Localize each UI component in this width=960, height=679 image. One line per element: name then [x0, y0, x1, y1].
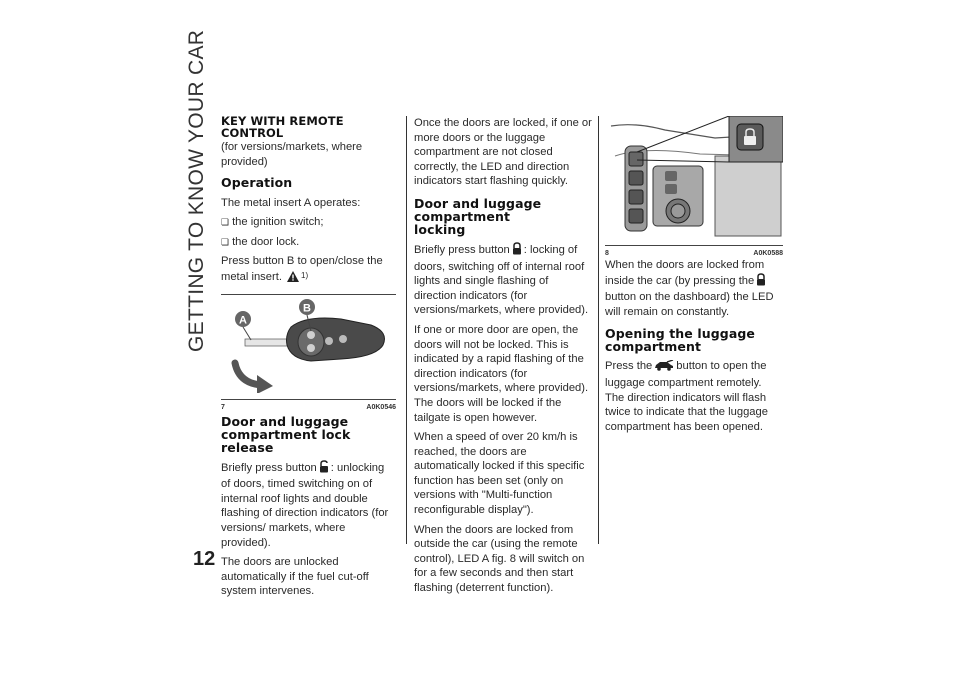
figure-8 [605, 116, 783, 257]
dashboard-illustration [605, 116, 783, 238]
section-heading-locking: Door and luggage compartment locking [414, 195, 542, 237]
paragraph: The metal insert A operates: [221, 196, 361, 209]
paragraph-text: When the doors are locked from inside the car (by pressing the [605, 259, 765, 287]
paragraph [221, 460, 396, 551]
paragraph-text: Press the [605, 360, 653, 373]
paragraph-text: : locking of doors, switching off of internal roof lights and single flashing of direction indicators (for versions/markets, where provided). [414, 243, 589, 317]
warning-icon [287, 271, 299, 287]
column-2 [414, 116, 592, 601]
lock-icon [756, 273, 766, 291]
paragraph [221, 254, 396, 286]
figure-number: 7 [221, 404, 225, 412]
lock-icon [512, 242, 522, 260]
paragraph-text: button to open the luggage compartment remotely. The direction indicators will flash twice to indicate that the luggage compartment has been opened. [605, 360, 768, 433]
label-b: B [303, 302, 311, 315]
column-3 [605, 116, 783, 439]
paragraph [414, 242, 592, 318]
car-trunk-icon [654, 360, 674, 376]
side-section-title: GETTING TO KNOW YOUR CAR [185, 29, 208, 352]
section-heading-key: KEY WITH REMOTE CONTROL [221, 114, 344, 140]
paragraph: If one or more door are open, the doors will not be locked. This is indicated by a rapid flashing of the direction indicators (for versions/markets, where provided). The doors will be locked if the tailgate is open however. [414, 323, 589, 424]
figure-number: 8 [605, 249, 609, 257]
column-divider [406, 116, 407, 544]
paragraph-text: button on the dashboard) the LED will remain on constantly. [605, 291, 774, 318]
subtitle: (for versions/markets, where provided) [221, 141, 363, 168]
key-remote-illustration [221, 297, 396, 393]
section-heading-lock-release: Door and luggage compartment lock release [221, 413, 351, 455]
figure-code: A0K0588 [753, 249, 783, 257]
paragraph-text: Press button B to open/close the metal insert. [221, 255, 383, 284]
figure-caption [221, 399, 396, 416]
unlock-icon [319, 460, 329, 478]
figure-caption [605, 245, 783, 262]
paragraph-text: Briefly press button [221, 461, 317, 474]
paragraph-text: : unlocking of doors, timed switching on of internal roof lights and double flashing of direction indicators (for versions/ markets, where provided). [221, 461, 389, 549]
page-number: 12 [193, 548, 216, 570]
section-heading-operation: Operation [221, 175, 293, 191]
bullet-item: ❏ the ignition switch; [221, 215, 396, 230]
label-a: A [239, 314, 247, 327]
paragraph [605, 258, 783, 319]
column-1 [221, 116, 396, 604]
footnote-ref: 1) [301, 271, 309, 281]
paragraph: When a speed of over 20 km/h is reached, the doors are automatically locked if this specific function has been set (only on versions with "Multi-function reconfigurable display"). [414, 431, 585, 517]
figure-code: A0K0546 [366, 404, 396, 412]
paragraph: The doors are unlocked automatically if the fuel cut-off system intervenes. [221, 556, 369, 598]
section-heading-open-luggage: Opening the luggage compartment [605, 326, 755, 355]
paragraph-text: Briefly press button [414, 243, 510, 256]
paragraph: When the doors are locked from outside the car (using the remote control), LED A fig. 8 will switch on for a few seconds and then start flashing (deterrent function). [414, 523, 585, 595]
bullet-item: ❏ the door lock. [221, 235, 396, 250]
paragraph: Once the doors are locked, if one or more doors or the luggage compartment are not closed correctly, the LED and direction indicators start flashing quickly. [414, 117, 592, 188]
figure-7 [221, 294, 396, 412]
column-divider [598, 116, 599, 544]
paragraph [605, 359, 783, 434]
